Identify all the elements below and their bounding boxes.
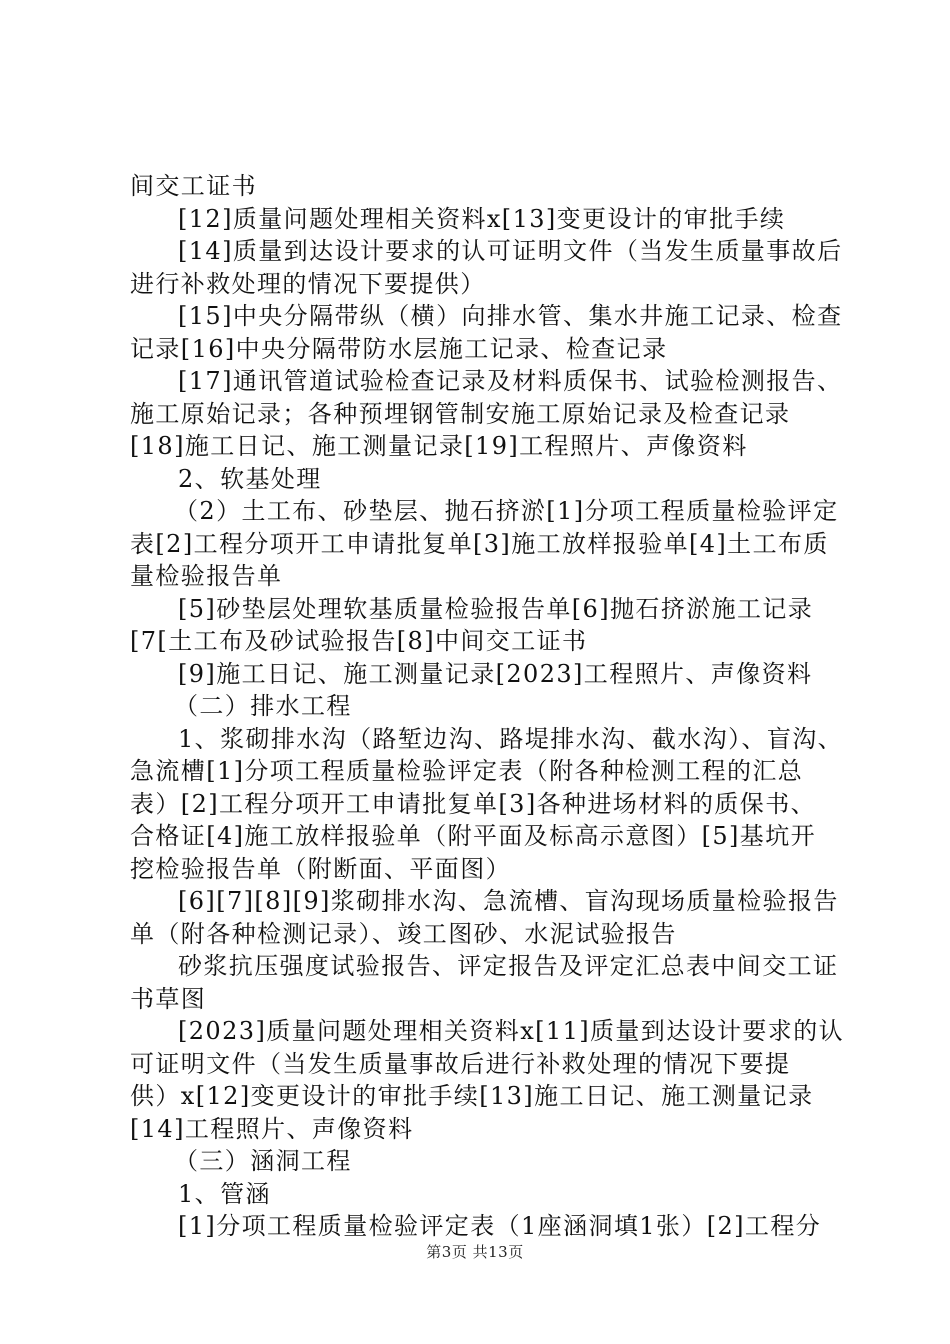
text-line: 单（附各种检测记录）、竣工图砂、水泥试验报告 xyxy=(130,919,677,948)
text-line: 施工原始记录；各种预埋钢管制安施工原始记录及检查记录 xyxy=(130,399,791,428)
text-line: 1、浆砌排水沟（路堑边沟、路堤排水沟、截水沟）、盲沟、 xyxy=(178,724,844,753)
text-line: （2）土工布、砂垫层、抛石挤淤[1]分项工程质量检验评定 xyxy=(174,497,839,525)
text-line: [2023]质量问题处理相关资料x[11]质量到达设计要求的认 xyxy=(178,1017,845,1045)
text-line: 量检验报告单 xyxy=(130,562,283,590)
text-line: [14]工程照片、声像资料 xyxy=(130,1114,414,1143)
section-heading: （三）涵洞工程 xyxy=(174,1147,352,1175)
text-line: 表[2]工程分项开工申请批复单[3]施工放样报验单[4]土工布质 xyxy=(130,529,829,558)
text-line: 间交工证书 xyxy=(130,172,257,200)
text-line: [12]质量问题处理相关资料x[13]变更设计的审批手续 xyxy=(178,204,786,233)
text-line: 书草图 xyxy=(130,984,207,1013)
section-heading: 1、管涵 xyxy=(178,1179,271,1208)
text-line: 可证明文件（当发生质量事故后进行补救处理的情况下要提 xyxy=(130,1049,791,1078)
document-body xyxy=(130,170,845,1243)
text-line: [17]通讯管道试验检查记录及材料质保书、试验检测报告、 xyxy=(178,367,843,395)
text-line: 砂浆抗压强度试验报告、评定报告及评定汇总表中间交工证 xyxy=(178,952,839,980)
text-line: 表）[2]工程分项开工申请批复单[3]各种进场材料的质保书、 xyxy=(130,789,816,818)
text-line: 挖检验报告单（附断面、平面图） xyxy=(130,854,511,883)
text-line: [1]分项工程质量检验评定表（1座涵洞填1张）[2]工程分 xyxy=(178,1212,822,1240)
text-line: [9]施工日记、施工测量记录[2023]工程照片、声像资料 xyxy=(178,659,813,688)
text-line: [7[土工布及砂试验报告[8]中间交工证书 xyxy=(130,627,588,655)
text-line: [14]质量到达设计要求的认可证明文件（当发生质量事故后 xyxy=(178,237,843,265)
section-heading: 2、软基处理 xyxy=(178,464,322,493)
text-line: [6][7][8][9]浆砌排水沟、急流槽、盲沟现场质量检验报告 xyxy=(178,887,839,915)
text-line: 急流槽[1]分项工程质量检验评定表（附各种检测工程的汇总 xyxy=(130,757,804,785)
text-line: 供）x[12]变更设计的审批手续[13]施工日记、施工测量记录 xyxy=(130,1082,814,1110)
text-line: [15]中央分隔带纵（横）向排水管、集水井施工记录、检查 xyxy=(178,302,843,330)
text-line: [5]砂垫层处理软基质量检验报告单[6]抛石挤淤施工记录 xyxy=(178,594,814,623)
text-line: 合格证[4]施工放样报验单（附平面及标高示意图）[5]基坑开 xyxy=(130,822,816,850)
page-number-footer: 第3页 共13页 xyxy=(426,1243,524,1261)
text-line: 进行补救处理的情况下要提供） xyxy=(130,269,486,298)
text-line: 记录[16]中央分隔带防水层施工记录、检查记录 xyxy=(130,334,668,363)
text-line: [18]施工日记、施工测量记录[19]工程照片、声像资料 xyxy=(130,432,748,460)
section-heading: （二）排水工程 xyxy=(174,692,352,720)
